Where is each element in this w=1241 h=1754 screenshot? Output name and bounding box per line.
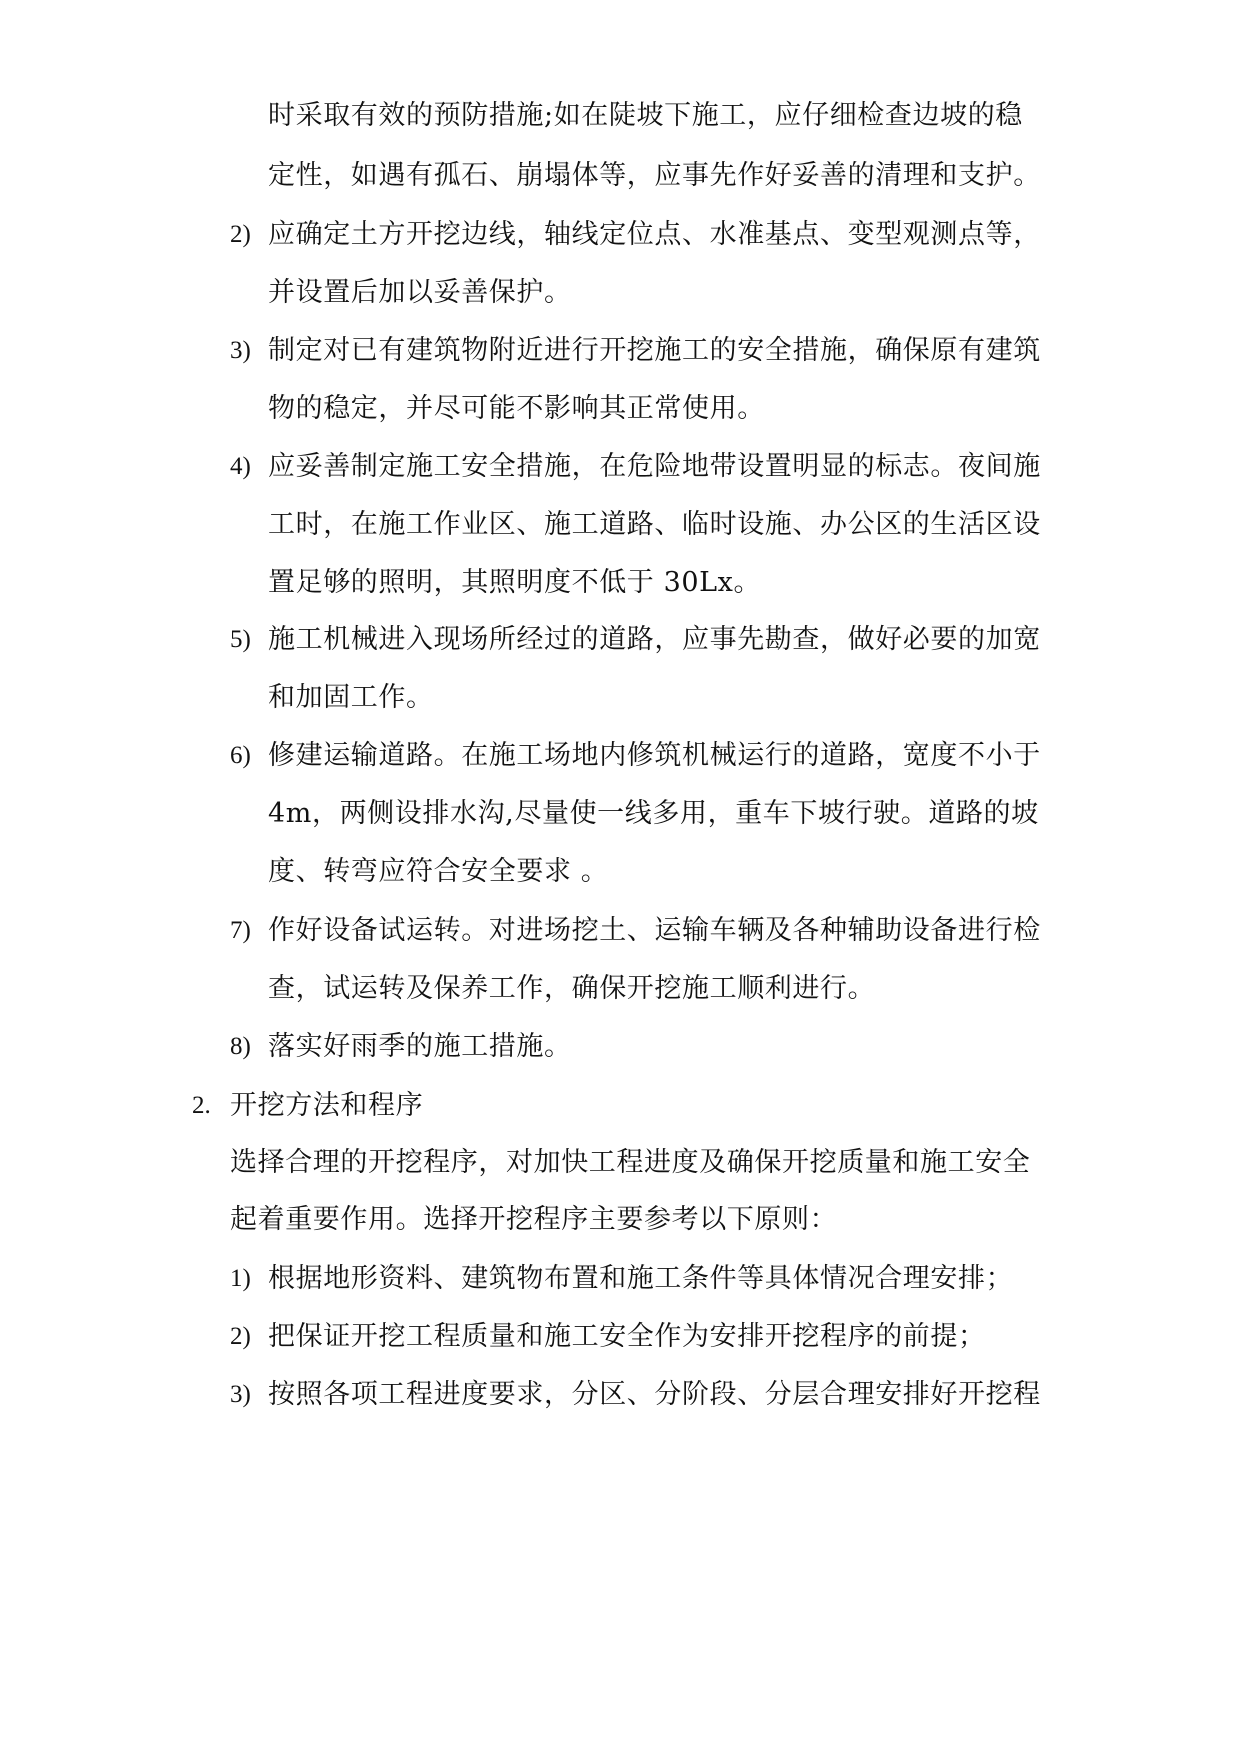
paragraph-line: 根据地形资料、建筑物布置和施工条件等具体情况合理安排； (268, 1263, 1014, 1294)
paragraph-line: 定性，如遇有孤石、崩塌体等，应事先作好妥善的清理和支护。 (268, 160, 1041, 191)
paragraph-line: 施工机械进入现场所经过的道路，应事先勘查，做好必要的加宽 (268, 624, 1041, 655)
paragraph-line: 按照各项工程进度要求，分区、分阶段、分层合理安排好开挖程 (268, 1379, 1041, 1410)
list-number: 2) (230, 221, 251, 248)
list-number: 8) (230, 1033, 251, 1060)
paragraph-line: 选择合理的开挖程序，对加快工程进度及确保开挖质量和施工安全 (230, 1147, 1031, 1178)
paragraph-line: 并设置后加以妥善保护。 (268, 277, 572, 308)
paragraph-line: 时采取有效的预防措施;如在陡坡下施工，应仔细检查边坡的稳 (268, 100, 1023, 131)
paragraph-line: 落实好雨季的施工措施。 (268, 1031, 572, 1062)
paragraph-line: 作好设备试运转。对进场挖土、运输车辆及各种辅助设备进行检 (268, 915, 1041, 946)
paragraph-line: 4m，两侧设排水沟,尽量使一线多用，重车下坡行驶。道路的坡 (268, 798, 1039, 829)
paragraph-line: 应确定土方开挖边线，轴线定位点、水准基点、变型观测点等， (268, 219, 1041, 250)
section-heading: 开挖方法和程序 (230, 1090, 424, 1121)
paragraph-line: 把保证开挖工程质量和施工安全作为安排开挖程序的前提； (268, 1321, 986, 1352)
list-number: 2) (230, 1323, 251, 1350)
paragraph-line: 查，试运转及保养工作，确保开挖施工顺利进行。 (268, 973, 876, 1004)
list-number: 5) (230, 626, 251, 653)
paragraph-line: 修建运输道路。在施工场地内修筑机械运行的道路，宽度不小于 (268, 740, 1041, 771)
paragraph-line: 和加固工作。 (268, 682, 434, 713)
paragraph-line: 应妥善制定施工安全措施，在危险地带设置明显的标志。夜间施 (268, 451, 1041, 482)
paragraph-line: 制定对已有建筑物附近进行开挖施工的安全措施，确保原有建筑 (268, 335, 1041, 366)
paragraph-line: 置足够的照明，其照明度不低于 30Lx。 (268, 567, 762, 598)
section-number: 2. (192, 1092, 211, 1119)
paragraph-line: 工时，在施工作业区、施工道路、临时设施、办公区的生活区设 (268, 509, 1041, 540)
list-number: 6) (230, 742, 251, 769)
paragraph-line: 起着重要作用。选择开挖程序主要参考以下原则： (230, 1204, 838, 1235)
paragraph-line: 度、转弯应符合安全要求 。 (268, 856, 609, 887)
list-number: 7) (230, 917, 251, 944)
list-number: 3) (230, 337, 251, 364)
list-number: 1) (230, 1265, 251, 1292)
list-number: 3) (230, 1381, 251, 1408)
list-number: 4) (230, 453, 251, 480)
paragraph-line: 物的稳定，并尽可能不影响其正常使用。 (268, 393, 765, 424)
